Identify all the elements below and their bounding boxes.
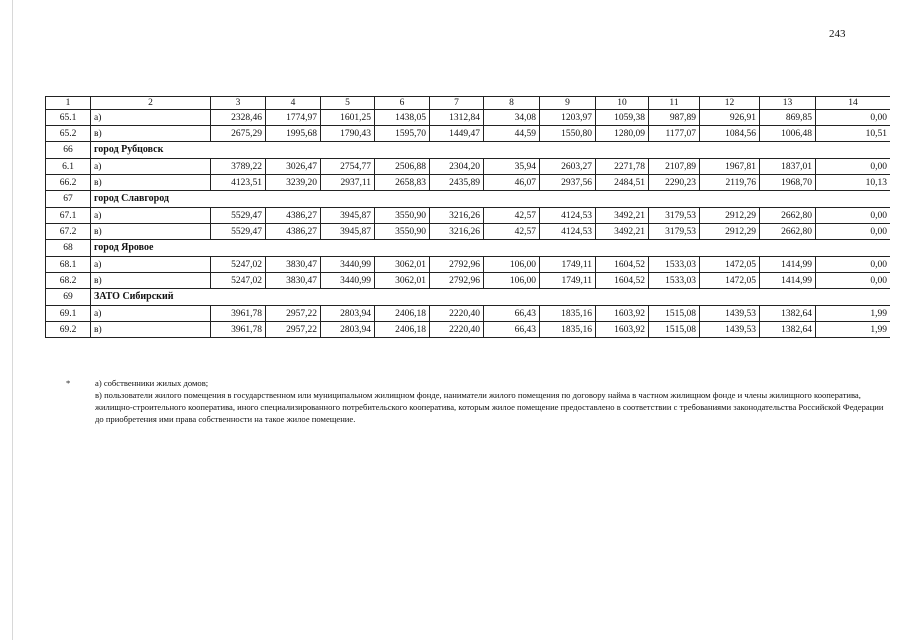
- value-cell: 869,85: [760, 110, 816, 126]
- footnote-marker: *: [66, 378, 71, 388]
- value-cell: 3179,53: [649, 208, 700, 224]
- value-cell: 2406,18: [375, 306, 430, 322]
- value-cell: 4123,51: [211, 175, 266, 191]
- header-cell: 8: [484, 97, 540, 110]
- value-cell: 1533,03: [649, 257, 700, 273]
- value-cell: 10,51: [816, 126, 891, 142]
- value-cell: 2675,29: [211, 126, 266, 142]
- category-cell: а): [91, 306, 211, 322]
- value-cell: 2937,11: [321, 175, 375, 191]
- value-cell: 3830,47: [266, 257, 321, 273]
- value-cell: 46,07: [484, 175, 540, 191]
- value-cell: 1439,53: [700, 306, 760, 322]
- value-cell: 66,43: [484, 322, 540, 338]
- value-cell: 2603,27: [540, 159, 596, 175]
- value-cell: 5529,47: [211, 224, 266, 240]
- value-cell: 3216,26: [430, 224, 484, 240]
- city-name: город Славгород: [91, 191, 891, 208]
- row-index: 67: [46, 191, 91, 208]
- row-index: 68.1: [46, 257, 91, 273]
- city-name: ЗАТО Сибирский: [91, 289, 891, 306]
- category-cell: а): [91, 257, 211, 273]
- value-cell: 1603,92: [596, 306, 649, 322]
- footnote-text: [95, 377, 886, 425]
- category-cell: в): [91, 224, 211, 240]
- value-cell: 5247,02: [211, 273, 266, 289]
- value-cell: 3961,78: [211, 322, 266, 338]
- table-body: [46, 97, 891, 338]
- value-cell: 1604,52: [596, 257, 649, 273]
- table-row: [46, 257, 891, 273]
- category-cell: а): [91, 208, 211, 224]
- city-row: [46, 142, 891, 159]
- value-cell: 4124,53: [540, 208, 596, 224]
- value-cell: 0,00: [816, 159, 891, 175]
- value-cell: 1774,97: [266, 110, 321, 126]
- value-cell: 1533,03: [649, 273, 700, 289]
- value-cell: 106,00: [484, 273, 540, 289]
- value-cell: 3492,21: [596, 208, 649, 224]
- value-cell: 1603,92: [596, 322, 649, 338]
- value-cell: 0,00: [816, 110, 891, 126]
- value-cell: 1382,64: [760, 306, 816, 322]
- value-cell: 3830,47: [266, 273, 321, 289]
- value-cell: 1749,11: [540, 257, 596, 273]
- value-cell: 1203,97: [540, 110, 596, 126]
- value-cell: 1280,09: [596, 126, 649, 142]
- category-cell: а): [91, 110, 211, 126]
- value-cell: 1749,11: [540, 273, 596, 289]
- table-row: [46, 208, 891, 224]
- header-cell: 9: [540, 97, 596, 110]
- value-cell: 4124,53: [540, 224, 596, 240]
- value-cell: 3550,90: [375, 224, 430, 240]
- value-cell: 4386,27: [266, 224, 321, 240]
- value-cell: 3550,90: [375, 208, 430, 224]
- value-cell: 2119,76: [700, 175, 760, 191]
- row-index: 69: [46, 289, 91, 306]
- value-cell: 2328,46: [211, 110, 266, 126]
- row-index: 6.1: [46, 159, 91, 175]
- header-cell: 7: [430, 97, 484, 110]
- row-index: 68: [46, 240, 91, 257]
- page-number: 243: [829, 28, 846, 40]
- value-cell: 1601,25: [321, 110, 375, 126]
- city-name: город Яровое: [91, 240, 891, 257]
- table-row: [46, 224, 891, 240]
- value-cell: 2803,94: [321, 322, 375, 338]
- value-cell: 42,57: [484, 208, 540, 224]
- value-cell: 0,00: [816, 208, 891, 224]
- city-row: [46, 191, 891, 208]
- row-index: 65.2: [46, 126, 91, 142]
- value-cell: 2912,29: [700, 208, 760, 224]
- value-cell: 1837,01: [760, 159, 816, 175]
- value-cell: 1,99: [816, 306, 891, 322]
- header-cell: 1: [46, 97, 91, 110]
- value-cell: 1414,99: [760, 273, 816, 289]
- value-cell: 2290,23: [649, 175, 700, 191]
- value-cell: 1835,16: [540, 322, 596, 338]
- value-cell: 1438,05: [375, 110, 430, 126]
- value-cell: 2957,22: [266, 322, 321, 338]
- value-cell: 1604,52: [596, 273, 649, 289]
- row-index: 66.2: [46, 175, 91, 191]
- value-cell: 2304,20: [430, 159, 484, 175]
- table-row: [46, 273, 891, 289]
- value-cell: 42,57: [484, 224, 540, 240]
- row-index: 69.1: [46, 306, 91, 322]
- value-cell: 3062,01: [375, 257, 430, 273]
- row-index: 69.2: [46, 322, 91, 338]
- value-cell: 34,08: [484, 110, 540, 126]
- category-cell: в): [91, 273, 211, 289]
- value-cell: 66,43: [484, 306, 540, 322]
- value-cell: 35,94: [484, 159, 540, 175]
- value-cell: 2937,56: [540, 175, 596, 191]
- value-cell: 3492,21: [596, 224, 649, 240]
- value-cell: 2803,94: [321, 306, 375, 322]
- category-cell: в): [91, 322, 211, 338]
- city-row: [46, 240, 891, 257]
- category-cell: а): [91, 159, 211, 175]
- value-cell: 1515,08: [649, 322, 700, 338]
- value-cell: 3440,99: [321, 273, 375, 289]
- value-cell: 2754,77: [321, 159, 375, 175]
- value-cell: 1414,99: [760, 257, 816, 273]
- value-cell: 2220,40: [430, 306, 484, 322]
- value-cell: 1,99: [816, 322, 891, 338]
- header-cell: 13: [760, 97, 816, 110]
- value-cell: 3026,47: [266, 159, 321, 175]
- value-cell: 2957,22: [266, 306, 321, 322]
- value-cell: 3945,87: [321, 224, 375, 240]
- value-cell: 3216,26: [430, 208, 484, 224]
- header-cell: 11: [649, 97, 700, 110]
- category-cell: в): [91, 175, 211, 191]
- value-cell: 1835,16: [540, 306, 596, 322]
- value-cell: 1439,53: [700, 322, 760, 338]
- value-cell: 3062,01: [375, 273, 430, 289]
- value-cell: 106,00: [484, 257, 540, 273]
- value-cell: 2792,96: [430, 273, 484, 289]
- row-index: 67.2: [46, 224, 91, 240]
- header-cell: 12: [700, 97, 760, 110]
- table-row: [46, 159, 891, 175]
- value-cell: 44,59: [484, 126, 540, 142]
- value-cell: 2912,29: [700, 224, 760, 240]
- table-row: [46, 306, 891, 322]
- city-name: город Рубцовск: [91, 142, 891, 159]
- value-cell: 1059,38: [596, 110, 649, 126]
- value-cell: 1968,70: [760, 175, 816, 191]
- header-cell: 5: [321, 97, 375, 110]
- value-cell: 2271,78: [596, 159, 649, 175]
- value-cell: 1790,43: [321, 126, 375, 142]
- value-cell: 987,89: [649, 110, 700, 126]
- value-cell: 2658,83: [375, 175, 430, 191]
- header-cell: 3: [211, 97, 266, 110]
- value-cell: 2107,89: [649, 159, 700, 175]
- table-header-row: [46, 97, 891, 110]
- value-cell: 1995,68: [266, 126, 321, 142]
- value-cell: 1382,64: [760, 322, 816, 338]
- value-cell: 2484,51: [596, 175, 649, 191]
- value-cell: 1550,80: [540, 126, 596, 142]
- value-cell: 2406,18: [375, 322, 430, 338]
- value-cell: 2662,80: [760, 224, 816, 240]
- header-cell: 2: [91, 97, 211, 110]
- value-cell: 1006,48: [760, 126, 816, 142]
- value-cell: 1515,08: [649, 306, 700, 322]
- value-cell: 3179,53: [649, 224, 700, 240]
- row-index: 65.1: [46, 110, 91, 126]
- footnote-line-b: в) пользователи жилого помещения в государственном или муниципальном жилищном фонде, наниматели жилого помещения по договору найма в частном жилищном фонде и члены жилищного кооператива, жилищно-строительного кооператива, иного специализированного потребительского кооператива, которым жилое помещение предоставлено в соответствии с требованиями законодательства Российской Федерации до приобретения ими права собственности на такое жилое помещение.: [95, 390, 884, 424]
- value-cell: 2662,80: [760, 208, 816, 224]
- tariff-table-container: [45, 96, 890, 339]
- table-row: [46, 126, 891, 142]
- row-index: 66: [46, 142, 91, 159]
- scan-edge-line: [12, 0, 13, 640]
- footnote: [66, 377, 886, 425]
- value-cell: 2435,89: [430, 175, 484, 191]
- value-cell: 0,00: [816, 273, 891, 289]
- value-cell: 1084,56: [700, 126, 760, 142]
- tariff-table: [45, 96, 890, 338]
- value-cell: 2792,96: [430, 257, 484, 273]
- header-cell: 10: [596, 97, 649, 110]
- value-cell: 1472,05: [700, 273, 760, 289]
- footnote-line-a: а) собственники жилых домов;: [95, 378, 209, 388]
- table-row: [46, 175, 891, 191]
- value-cell: 2220,40: [430, 322, 484, 338]
- value-cell: 3440,99: [321, 257, 375, 273]
- value-cell: 1595,70: [375, 126, 430, 142]
- value-cell: 1472,05: [700, 257, 760, 273]
- value-cell: 3945,87: [321, 208, 375, 224]
- value-cell: 0,00: [816, 257, 891, 273]
- value-cell: 1967,81: [700, 159, 760, 175]
- city-row: [46, 289, 891, 306]
- value-cell: 4386,27: [266, 208, 321, 224]
- value-cell: 1449,47: [430, 126, 484, 142]
- value-cell: 5247,02: [211, 257, 266, 273]
- value-cell: 0,00: [816, 224, 891, 240]
- header-cell: 14: [816, 97, 891, 110]
- table-row: [46, 322, 891, 338]
- row-index: 68.2: [46, 273, 91, 289]
- header-cell: 6: [375, 97, 430, 110]
- table-row: [46, 110, 891, 126]
- value-cell: 1177,07: [649, 126, 700, 142]
- value-cell: 10,13: [816, 175, 891, 191]
- row-index: 67.1: [46, 208, 91, 224]
- header-cell: 4: [266, 97, 321, 110]
- value-cell: 2506,88: [375, 159, 430, 175]
- category-cell: в): [91, 126, 211, 142]
- value-cell: 3239,20: [266, 175, 321, 191]
- value-cell: 5529,47: [211, 208, 266, 224]
- value-cell: 3961,78: [211, 306, 266, 322]
- value-cell: 926,91: [700, 110, 760, 126]
- value-cell: 1312,84: [430, 110, 484, 126]
- value-cell: 3789,22: [211, 159, 266, 175]
